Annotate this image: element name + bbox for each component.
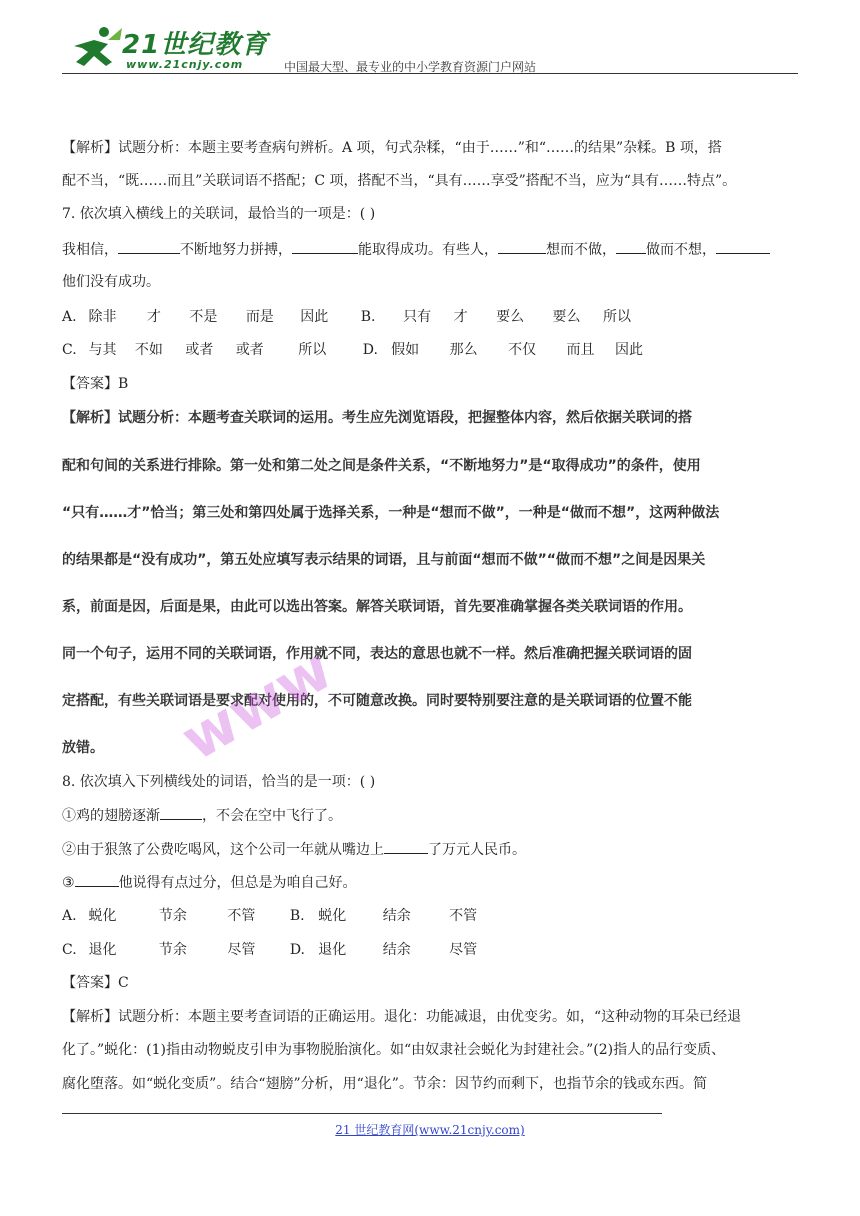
q8-analysis-line: 【解析】试题分析：本题主要考查词语的正确运用。退化：功能减退，由优变劣。如，“这种动物的耳朵已经退: [62, 1009, 742, 1025]
q7-option-c-word: 所以: [298, 342, 327, 358]
q7-blank-2: [292, 239, 358, 254]
watermark: www: [170, 634, 344, 774]
q8-option-c-word: 尽管: [227, 942, 256, 958]
q7-option-d-word: 因此: [614, 342, 643, 358]
q7-option-a-word: 除非: [88, 309, 117, 325]
header-slogan: 中国最大型、最专业的中小学教育资源门户网站: [284, 60, 537, 74]
q7-sentence: [62, 239, 770, 260]
footer-divider: [62, 1113, 662, 1114]
q7-answer: 【答案】B: [62, 376, 129, 392]
q7-analysis-line: 系，前面是因，后面是果，由此可以选出答案。解答关联词语，首先要准确掌握各类关联词语的作用。: [62, 599, 692, 615]
q7-sentence-end: 他们没有成功。: [62, 274, 160, 290]
q8-answer: 【答案】C: [62, 975, 129, 991]
q7-option-b-word: 所以: [602, 309, 631, 325]
q7-option-b-word: 才: [453, 309, 468, 325]
q6-analysis-line-2: 配不当，“既……而且”关联词语不搭配；C 项，搭配不当，“具有……享受”搭配不当，应为“具有……特点”。: [62, 173, 737, 189]
q7-text-4: 想而不做，: [546, 242, 616, 258]
runner-logo-icon: [64, 26, 124, 70]
q7-option-c-word: 或者: [185, 342, 214, 358]
q7-option-a-word: 因此: [300, 309, 329, 325]
q8-sentence-1-text: ①鸡的翅膀逐渐: [62, 808, 160, 824]
q8-sentence-2: [62, 839, 526, 860]
q8-sentence-3: [62, 872, 357, 893]
q8-blank-2: [384, 839, 428, 854]
q8-option-c-word: 退化: [88, 942, 117, 958]
q8-option-b-word: 结余: [382, 908, 411, 924]
q7-title: 7. 依次填入横线上的关联词，最恰当的一项是：( ): [62, 206, 376, 222]
site-logo[interactable]: [62, 18, 282, 74]
q7-option-d-word: 不仅: [508, 342, 537, 358]
q8-sentence-1-text: ，不会在空中飞行了。: [202, 808, 342, 824]
q7-option-b-word: 要么: [496, 309, 525, 325]
q7-analysis-line: “只有……才”恰当；第三处和第四处属于选择关系，一种是“想而不做”，一种是“做而不想”，这两种做法: [62, 505, 720, 521]
q7-option-a-word: 不是: [189, 309, 218, 325]
q8-title: 8. 依次填入下列横线处的词语，恰当的是一项：( ): [62, 774, 376, 790]
q7-option-a-word: 而是: [245, 309, 274, 325]
q8-option-c-word: 节余: [158, 942, 187, 958]
q8-option-d-letter: D.: [289, 942, 305, 958]
q8-options-cd: [62, 940, 489, 960]
q7-blank-4: [616, 239, 646, 254]
q8-option-d-word: 退化: [318, 942, 347, 958]
logo-url: www.21cnjy.com: [126, 58, 244, 71]
q8-option-b-letter: B.: [289, 908, 305, 924]
q7-option-d-word: 而且: [566, 342, 595, 358]
q7-blank-1: [118, 239, 180, 254]
q7-option-a-word: 才: [146, 309, 161, 325]
q8-analysis-line: 化了。”蜕化：(1)指由动物蜕皮引申为事物脱胎演化。如“由奴隶社会蜕化为封建社会。”(2)指人的品行变质、: [62, 1042, 726, 1058]
q7-option-c-letter: C.: [62, 342, 77, 358]
q8-blank-3: [75, 872, 119, 887]
q8-option-b-word: 不管: [449, 908, 478, 924]
q8-option-a-letter: A.: [62, 908, 77, 924]
q7-option-b-word: 只有: [403, 309, 432, 325]
q7-text-5: 做而不想，: [646, 242, 716, 258]
q8-option-a-word: 蜕化: [88, 908, 117, 924]
q8-option-a-word: 节余: [158, 908, 187, 924]
q8-analysis-line: 腐化堕落。如“蜕化变质”。结合“翅膀”分析，用“退化”。节余：因节约而剩下，也指节余的钱或东西。简: [62, 1076, 707, 1092]
q8-sentence-2-text: ②由于狠煞了公费吃喝风，这个公司一年就从嘴边上: [62, 842, 384, 858]
q7-text-1: 我相信，: [62, 242, 118, 258]
q7-option-d-letter: D.: [362, 342, 378, 358]
q7-analysis-line: 定搭配，有些关联词语是要求配对使用的，不可随意改换。同时要特别要注意的是关联词语的位置不能: [62, 693, 692, 709]
q8-options-ab: [62, 906, 489, 926]
q8-option-b-word: 蜕化: [318, 908, 347, 924]
q7-option-d-word: 那么: [449, 342, 478, 358]
q7-option-b-letter: B.: [360, 309, 376, 325]
q8-sentence-2-text: 了万元人民币。: [428, 842, 526, 858]
q7-analysis-line: 配和句间的关系进行排除。第一处和第二处之间是条件关系，“不断地努力”是“取得成功”的条件，使用: [62, 458, 701, 474]
q7-option-b-word: 要么: [552, 309, 581, 325]
page-header: [62, 18, 798, 76]
q8-option-c-letter: C.: [62, 942, 77, 958]
q7-option-d-word: 假如: [391, 342, 420, 358]
q8-blank-1: [160, 805, 202, 820]
q7-option-c-word: 或者: [235, 342, 264, 358]
q7-text-3: 能取得成功。有些人，: [358, 242, 498, 258]
q8-option-d-word: 结余: [382, 942, 411, 958]
q6-analysis-line-1: 【解析】试题分析：本题主要考查病句辨析。A 项，句式杂糅，“由于……”和“……的结果”杂糅。B 项，搭: [62, 140, 722, 156]
q7-option-c-word: 与其: [88, 342, 117, 358]
q7-analysis-line: 放错。: [62, 740, 104, 756]
q7-options-ab: [62, 307, 643, 327]
q7-options-cd: [62, 340, 655, 360]
footer-link[interactable]: 21 世纪教育网(www.21cnjy.com): [335, 1123, 525, 1137]
q7-text-2: 不断地努力拼搏，: [180, 242, 292, 258]
q7-analysis-line: 【解析】试题分析：本题考查关联词的运用。考生应先浏览语段，把握整体内容，然后依据关联词的搭: [62, 410, 692, 426]
q8-sentence-1: [62, 805, 342, 826]
q7-option-a-letter: A.: [62, 309, 77, 325]
q7-blank-3: [498, 239, 546, 254]
q7-analysis-line: 的结果都是“没有成功”，第五处应填写表示结果的词语，且与前面“想而不做”“做而不想”之间是因果关: [62, 552, 706, 568]
q7-analysis-line: 同一个句子，运用不同的关联词语，作用就不同，表达的意思也就不一样。然后准确把握关联词语的固: [62, 646, 692, 662]
q7-blank-5: [716, 239, 770, 254]
logo-title: 21世纪教育: [122, 30, 269, 60]
q8-sentence-3-text: ③: [62, 875, 75, 891]
q7-option-c-word: 不如: [134, 342, 163, 358]
header-divider: [62, 73, 798, 74]
q8-sentence-3-text: 他说得有点过分，但总是为咱自己好。: [118, 875, 357, 891]
q8-option-a-word: 不管: [227, 908, 256, 924]
q8-option-d-word: 尽管: [449, 942, 478, 958]
